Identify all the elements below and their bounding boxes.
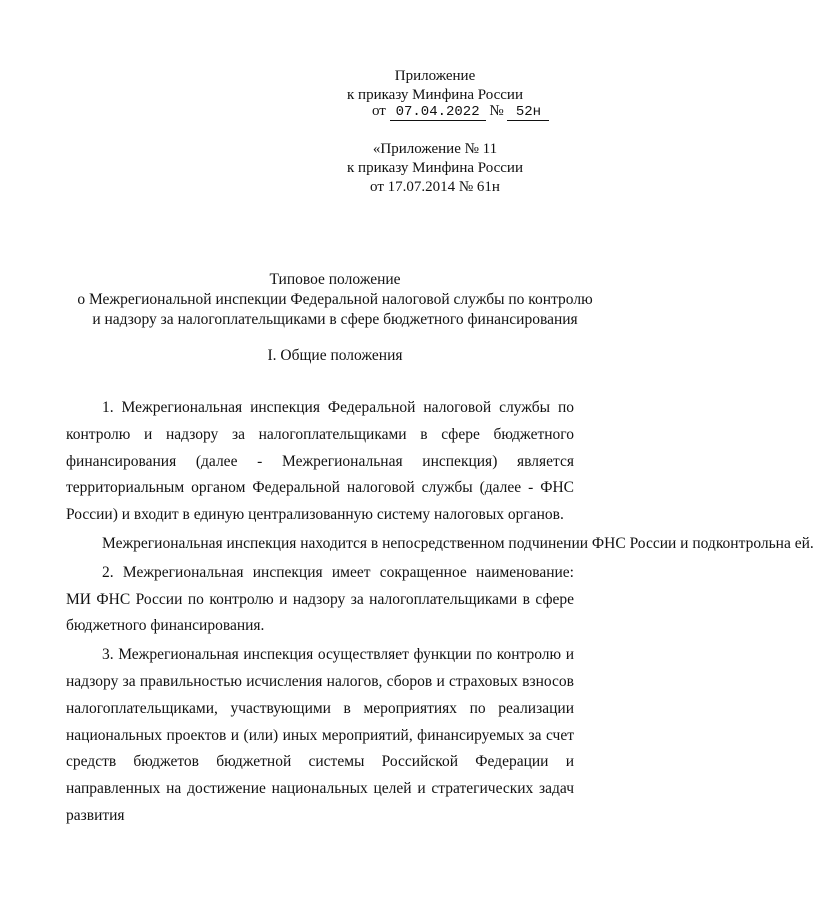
title-line3: и надзору за налогоплательщиками в сфере бюджетного финансирования (92, 311, 578, 328)
appendix-label: Приложение (394, 68, 476, 84)
order-number: 52н (507, 104, 549, 121)
appendix-order-ref: к приказу Минфина России (347, 87, 523, 103)
paragraph-1-continued: Межрегиональная инспекция находится в непосредственном подчинении ФНС России и подконтрольна ей. (102, 534, 814, 552)
document-title (50, 270, 620, 330)
paragraph-1: 1. Межрегиональная инспекция Федеральной налоговой службы по контролю и надзору за налогоплательщиками в сфере бюджетного финансирования (далее - Межрегиональная инспекция) является территориальным органом Федеральной налоговой службы (далее - ФНС России) и входит в единую централизованную систему налоговых органов. (66, 399, 574, 524)
title-line1: Типовое положение (269, 271, 401, 288)
order-date-number-line (372, 103, 549, 121)
prior-appendix-line2: к приказу Минфина России (347, 160, 523, 176)
appendix-header (300, 67, 570, 105)
prior-appendix-line1: «Приложение № 11 (372, 141, 498, 157)
section-heading: I. Общие положения (267, 347, 403, 364)
number-sign: № (489, 103, 504, 119)
prior-appendix-header (300, 140, 570, 197)
body-text (66, 395, 814, 830)
prior-appendix-line3: от 17.07.2014 № 61н (370, 179, 500, 195)
paragraph-2: 2. Межрегиональная инспекция имеет сокращенное наименование: МИ ФНС России по контролю и надзору за налогоплательщиками в сфере бюджетного финансирования. (66, 563, 574, 635)
from-label: от (372, 103, 386, 119)
paragraph-3: 3. Межрегиональная инспекция осуществляет функции по контролю и надзору за правильностью исчисления налогов, сборов и страховых взносов налогоплательщиками, участвующими в мероприятиях по реализации национальных проектов и (или) иных мероприятий, финансируемых за счет средств бюджетов бюджетной системы Российской Федерации и направленных на достижение национальных целей и стратегических задач развития (66, 646, 574, 824)
title-line2: о Межрегиональной инспекции Федеральной налоговой службы по контролю (77, 291, 593, 308)
order-date: 07.04.2022 (390, 104, 486, 121)
